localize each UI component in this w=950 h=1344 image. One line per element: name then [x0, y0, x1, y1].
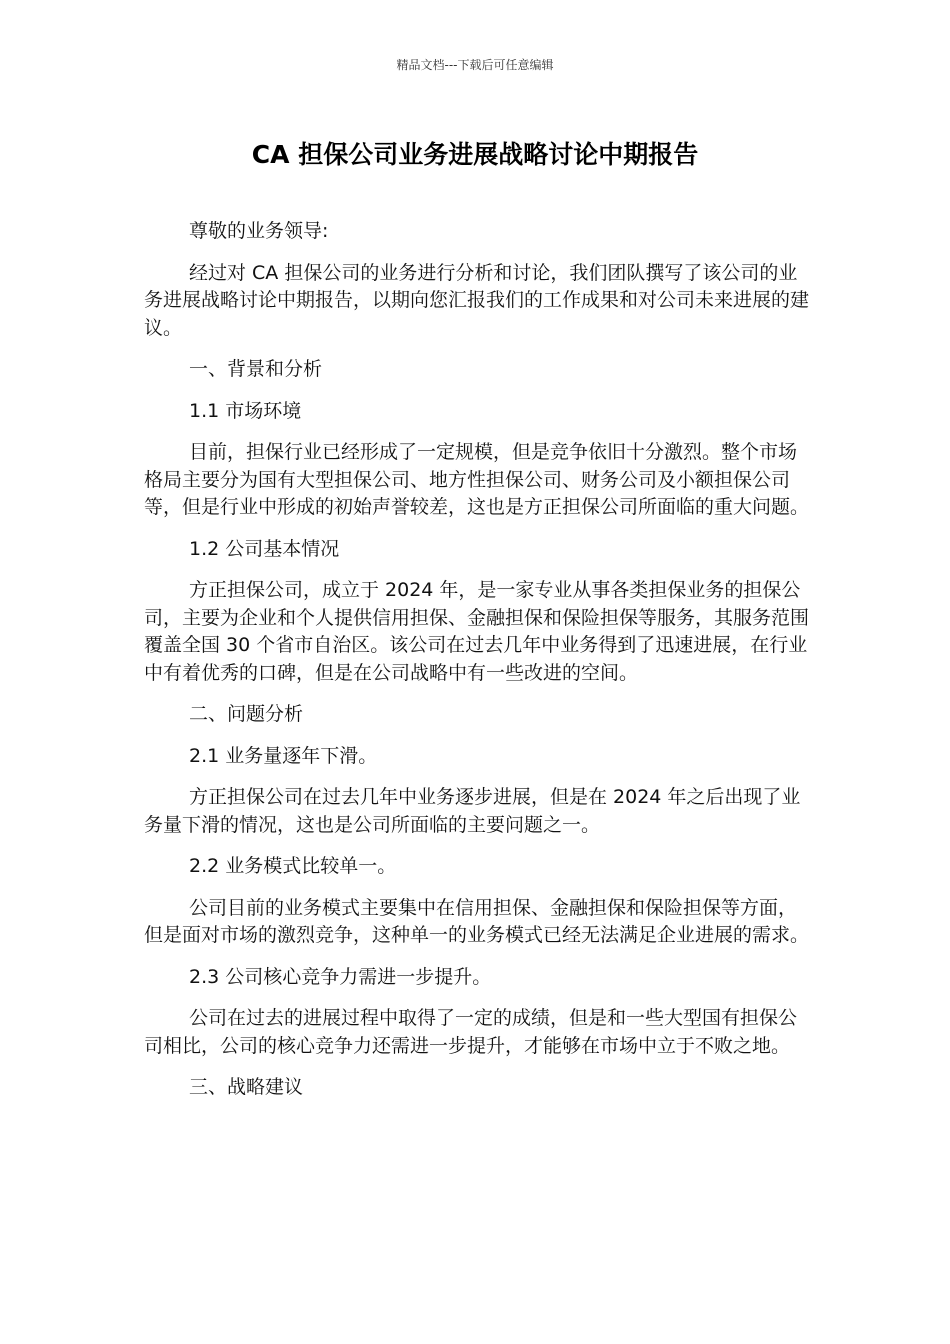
intro-paragraph: 经过对 CA 担保公司的业务进行分析和讨论，我们团队撰写了该公司的业务进展战略讨论中期报告，以期向您汇报我们的工作成果和对公司未来进展的建议。 — [144, 261, 810, 339]
subsection-heading-volume: 2.1 业务量逐年下滑。 — [189, 744, 378, 767]
document-body — [144, 218, 809, 1116]
salutation: 尊敬的业务领导: — [189, 220, 329, 242]
subsection-heading-company: 1.2 公司基本情况 — [189, 537, 340, 560]
subsection-heading-model: 2.2 业务模式比较单一。 — [189, 855, 397, 877]
competitiveness-paragraph: 公司在过去的进展过程中取得了一定的成绩，但是和一些大型国有担保公司相比，公司的核心竞争力还需进一步提升，才能够在市场中立于不败之地。 — [144, 1007, 798, 1057]
company-paragraph: 方正担保公司，成立于 2024 年，是一家专业从事各类担保业务的担保公司，主要为企业和个人提供信用担保、金融担保和保险担保等服务，其服务范围覆盖全国 30 个省市自治区。该公司在过去几年中业务得到了迅速进展，在行业中有着优秀的口碑，但是在公司战略中有一些改进的空间。 — [144, 579, 810, 684]
subsection-heading-market: 1.1 市场环境 — [189, 399, 302, 422]
model-paragraph: 公司目前的业务模式主要集中在信用担保、金融担保和保险担保等方面，但是面对市场的激烈竞争，这种单一的业务模式已经无法满足企业进展的需求。 — [144, 896, 810, 946]
section-heading-strategy: 三、战略建议 — [189, 1076, 304, 1098]
section-heading-problems: 二、问题分析 — [189, 703, 304, 725]
subsection-heading-competitiveness: 2.3 公司核心竞争力需进一步提升。 — [189, 965, 492, 988]
page-header: 精品文档---下载后可任意编辑 — [396, 58, 554, 72]
volume-paragraph: 方正担保公司在过去几年中业务逐步进展，但是在 2024 年之后出现了业务量下滑的情况，这也是公司所面临的主要问题之一。 — [144, 786, 801, 836]
market-paragraph: 目前，担保行业已经形成了一定规模，但是竞争依旧十分激烈。整个市场格局主要分为国有大型担保公司、地方性担保公司、财务公司及小额担保公司等，但是行业中形成的初始声誉较差，这也是方正担保公司所面临的重大问题。 — [144, 441, 810, 518]
section-heading-background: 一、背景和分析 — [189, 358, 323, 380]
document-title: CA 担保公司业务进展战略讨论中期报告 — [251, 140, 699, 169]
